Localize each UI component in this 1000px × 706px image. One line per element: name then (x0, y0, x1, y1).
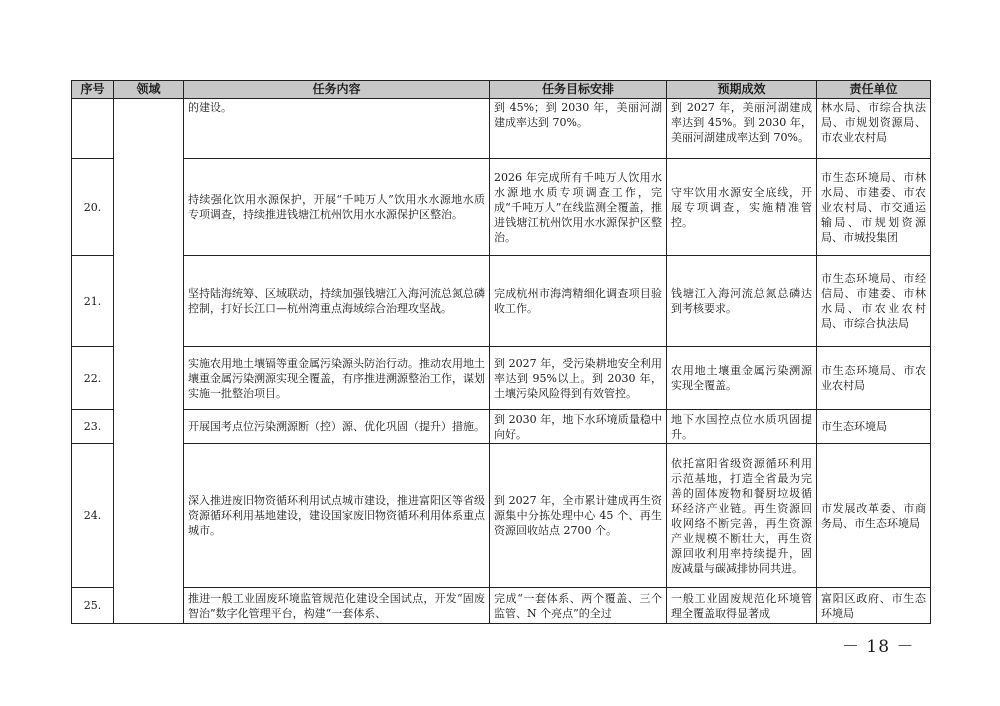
expected-effect: 守牢饮用水源安全底线，开展专项调查，实施精准管控。 (667, 159, 817, 256)
task-content: 深入推进废旧物资循环利用试点城市建设，推进富阳区等省级资源循环利用基地建设，建设国家废旧物资循环利用体系重点城市。 (184, 444, 490, 588)
table-row (72, 347, 931, 410)
responsible-unit: 林水局、市综合执法局、市规划资源局、市农业农村局 (817, 99, 931, 159)
row-number: 20. (72, 159, 114, 256)
responsible-unit: 市生态环境局 (817, 410, 931, 444)
row-number: 25. (72, 588, 114, 624)
table-row (72, 99, 931, 159)
task-content: 的建设。 (184, 99, 490, 159)
header-target-plan: 任务目标安排 (490, 81, 667, 99)
expected-effect: 一般工业固废规范化环境管理全覆盖取得显著成 (667, 588, 817, 624)
responsible-unit: 市发展改革委、市商务局、市生态环境局 (817, 444, 931, 588)
page-number: － 18 － (842, 637, 915, 657)
responsible-unit: 富阳区政府、市生态环境局 (817, 588, 931, 624)
header-task-content: 任务内容 (184, 81, 490, 99)
target-plan: 到 45%；到 2030 年，美丽河湖建成率达到 70%。 (490, 99, 667, 159)
table-row (72, 444, 931, 588)
table-row (72, 256, 931, 347)
expected-effect: 到 2027 年，美丽河湖建成率达到 45%。到 2030 年，美丽河湖建成率达到 70%。 (667, 99, 817, 159)
target-plan: 2026 年完成所有千吨万人饮用水水源地水质专项调查工作，完成“千吨万人”在线监测全覆盖，推进钱塘江杭州饮用水水源保护区整治。 (490, 159, 667, 256)
task-content: 实施农用地土壤镉等重金属污染源头防治行动。推动农用地土壤重金属污染溯源实现全覆盖，有序推进溯源整治工作，谋划实施一批整治项目。 (184, 347, 490, 410)
header-domain: 领域 (114, 81, 184, 99)
task-content: 开展国考点位污染溯源断（控）源、优化巩固（提升）措施。 (184, 410, 490, 444)
row-number: 22. (72, 347, 114, 410)
expected-effect: 农用地土壤重金属污染溯源实现全覆盖。 (667, 347, 817, 410)
table-row (72, 410, 931, 444)
target-plan: 到 2030 年，地下水环境质量稳中向好。 (490, 410, 667, 444)
expected-effect: 地下水国控点位水质巩固提升。 (667, 410, 817, 444)
row-number (72, 99, 114, 159)
header-expected-effect: 预期成效 (667, 81, 817, 99)
table-header-row (72, 81, 931, 99)
responsible-unit: 市生态环境局、市林水局、市建委、市农业农村局、市交通运输局、市规划资源局、市城投集团 (817, 159, 931, 256)
task-table (71, 80, 931, 624)
task-content: 推进一般工业固废环境监管规范化建设全国试点，开发“固废智治”数字化管理平台，构建“一套体系、 (184, 588, 490, 624)
target-plan: 到 2027 年，受污染耕地安全利用率达到 95%以上。到 2030 年，土壤污染风险得到有效管控。 (490, 347, 667, 410)
row-number: 24. (72, 444, 114, 588)
responsible-unit: 市生态环境局、市经信局、市建委、市林水局、市农业农村局、市综合执法局 (817, 256, 931, 347)
task-content: 持续强化饮用水源保护，开展“千吨万人”饮用水水源地水质专项调查，持续推进钱塘江杭州饮用水水源保护区整治。 (184, 159, 490, 256)
row-number: 21. (72, 256, 114, 347)
table-row (72, 159, 931, 256)
header-responsible-unit: 责任单位 (817, 81, 931, 99)
target-plan: 完成杭州市海湾精细化调查项目验收工作。 (490, 256, 667, 347)
responsible-unit: 市生态环境局、市农业农村局 (817, 347, 931, 410)
domain-cell (114, 99, 184, 624)
expected-effect: 钱塘江入海河流总氮总磷达到考核要求。 (667, 256, 817, 347)
row-number: 23. (72, 410, 114, 444)
table-row (72, 588, 931, 624)
expected-effect: 依托富阳省级资源循环利用示范基地，打造全省最为完善的固体废物和餐厨垃圾循环经济产业链。再生资源回收网络不断完善，再生资源产业规模不断壮大，再生资源回收利用率持续提升，固废减量与碳减排协同共进。 (667, 444, 817, 588)
task-content: 坚持陆海统筹、区域联动，持续加强钱塘江入海河流总氮总磷控制，打好长江口—杭州湾重点海域综合治理攻坚战。 (184, 256, 490, 347)
target-plan: 完成“一套体系、两个覆盖、三个监管、N 个亮点”的全过 (490, 588, 667, 624)
header-index: 序号 (72, 81, 114, 99)
target-plan: 到 2027 年，全市累计建成再生资源集中分拣处理中心 45 个、再生资源回收站点 2700 个。 (490, 444, 667, 588)
